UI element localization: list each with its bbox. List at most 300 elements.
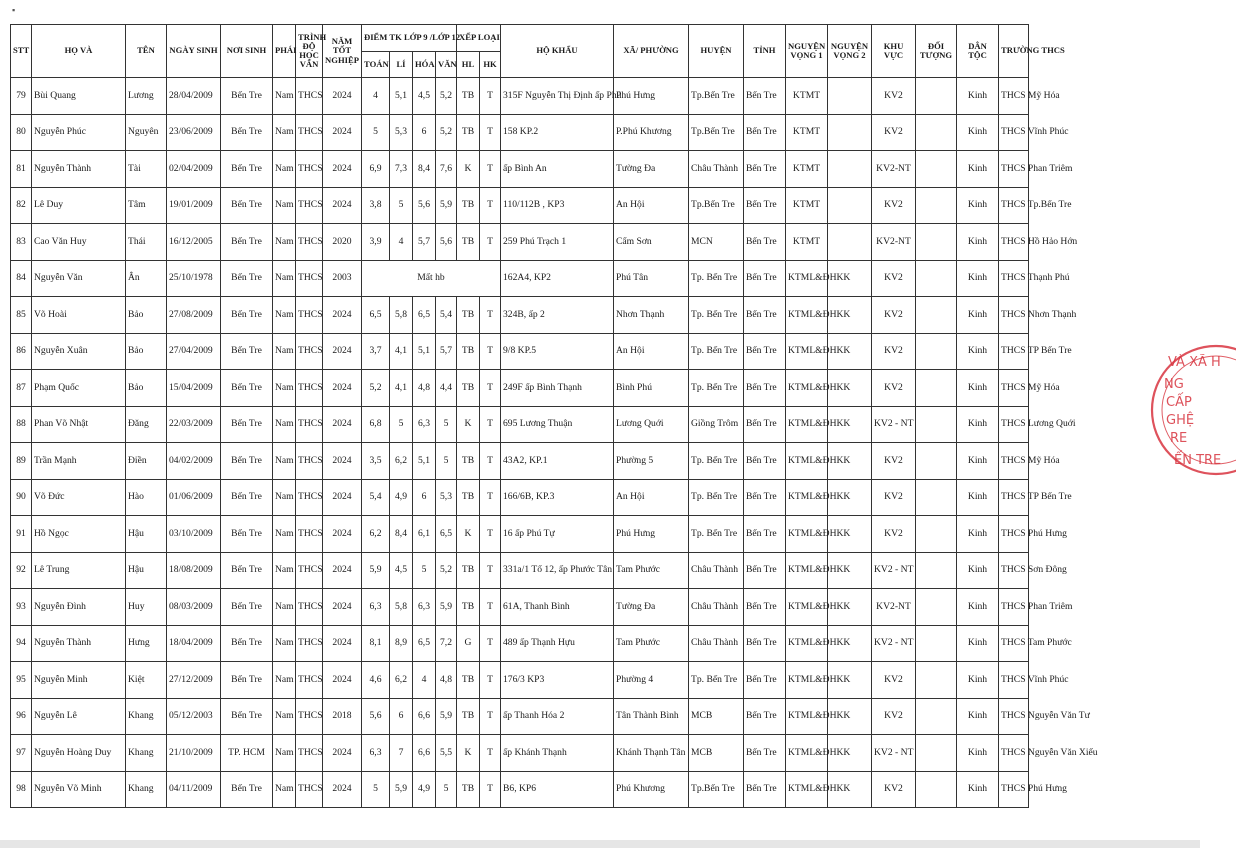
cell-noi-sinh: Bến Tre — [221, 78, 273, 115]
cell-nam: 2020 — [323, 224, 362, 261]
cell-khu-vuc: KV2 — [872, 78, 916, 115]
cell-hl: TB — [457, 297, 480, 334]
cell-truong: THCS Mỹ Hóa — [999, 78, 1029, 115]
stamp-text-line: NG — [1164, 377, 1184, 392]
cell-nv1: KTMT — [786, 151, 828, 188]
cell-truong: THCS Nguyễn Văn Xiếu — [999, 735, 1029, 772]
table-row — [11, 78, 1132, 115]
cell-ho: Võ Đức — [32, 479, 126, 516]
cell-xa-phuong: Khánh Thạnh Tân — [614, 735, 689, 772]
cell-noi-sinh: Bến Tre — [221, 224, 273, 261]
cell-van: 6,5 — [436, 516, 457, 553]
cell-ho: Phan Võ Nhật — [32, 406, 126, 443]
cell-noi-sinh: Bến Tre — [221, 552, 273, 589]
cell-doi-tuong — [916, 114, 957, 151]
cell-van: 7,6 — [436, 151, 457, 188]
cell-toan: 5 — [362, 771, 390, 808]
cell-doi-tuong — [916, 297, 957, 334]
cell-ho: Hồ Ngọc — [32, 516, 126, 553]
cell-hk: T — [480, 662, 501, 699]
cell-huyen: Tp. Bến Tre — [689, 662, 744, 699]
cell-noi-sinh: Bến Tre — [221, 406, 273, 443]
cell-nv2 — [828, 114, 872, 151]
cell-noi-sinh: Bến Tre — [221, 114, 273, 151]
stamp-text-line: CẤP — [1166, 395, 1192, 410]
cell-ho-khau: 315F Nguyễn Thị Định ấp Phú — [501, 78, 614, 115]
cell-khu-vuc: KV2 - NT — [872, 735, 916, 772]
cell-xa-phuong: Tường Đa — [614, 589, 689, 626]
cell-noi-sinh: Bến Tre — [221, 260, 273, 297]
cell-truong: THCS Mỹ Hóa — [999, 443, 1029, 480]
cell-dan-toc: Kinh — [957, 187, 999, 224]
cell-nam: 2024 — [323, 735, 362, 772]
col-stt: STT — [11, 25, 32, 78]
cell-li: 5 — [390, 187, 413, 224]
cell-tinh: Bến Tre — [744, 589, 786, 626]
cell-truong: THCS Hồ Hảo Hớn — [999, 224, 1029, 261]
cell-nam: 2024 — [323, 78, 362, 115]
col-group-diem-tk: ĐIỂM TK LỚP 9 /LỚP 12 — [362, 25, 457, 52]
cell-truong: THCS Vĩnh Phúc — [999, 114, 1029, 151]
cell-tinh: Bến Tre — [744, 735, 786, 772]
col-nguyen-vong-2: NGUYỆN VỌNG 2 — [828, 25, 872, 78]
cell-huyen: Tp.Bến Tre — [689, 771, 744, 808]
cell-hl: K — [457, 516, 480, 553]
table-row — [11, 260, 1132, 297]
cell-tinh: Bến Tre — [744, 443, 786, 480]
table-row — [11, 370, 1132, 407]
cell-dan-toc: Kinh — [957, 589, 999, 626]
cell-khu-vuc: KV2-NT — [872, 224, 916, 261]
cell-dan-toc: Kinh — [957, 479, 999, 516]
col-tinh: TỈNH — [744, 25, 786, 78]
cell-li: 8,4 — [390, 516, 413, 553]
col-group-xep-loai: XẾP LOẠI — [457, 25, 501, 52]
cell-nam: 2024 — [323, 297, 362, 334]
cell-trinh-do: THCS — [296, 625, 323, 662]
cell-hk: T — [480, 297, 501, 334]
cell-trinh-do: THCS — [296, 78, 323, 115]
cell-ten: Tài — [126, 151, 167, 188]
cell-noi-sinh: Bến Tre — [221, 370, 273, 407]
cell-noi-sinh: Bến Tre — [221, 625, 273, 662]
cell-stt: 98 — [11, 771, 32, 808]
cell-trinh-do: THCS — [296, 260, 323, 297]
cell-ten: Nguyên — [126, 114, 167, 151]
cell-stt: 92 — [11, 552, 32, 589]
cell-ho: Nguyễn Xuân — [32, 333, 126, 370]
table-row — [11, 297, 1132, 334]
cell-nam: 2024 — [323, 625, 362, 662]
cell-nv1: KTML&ĐHKK — [786, 552, 828, 589]
cell-nv1: KTMT — [786, 187, 828, 224]
cell-stt: 94 — [11, 625, 32, 662]
cell-khu-vuc: KV2 — [872, 114, 916, 151]
cell-doi-tuong — [916, 516, 957, 553]
cell-toan: 6,9 — [362, 151, 390, 188]
cell-ho-khau: 9/8 KP.5 — [501, 333, 614, 370]
cell-toan: 4,6 — [362, 662, 390, 699]
col-ho-khau: HỘ KHẨU — [501, 25, 614, 78]
col-noi-sinh: NƠI SINH — [221, 25, 273, 78]
cell-xa-phuong: P.Phú Khương — [614, 114, 689, 151]
cell-hk: T — [480, 370, 501, 407]
cell-toan: 5,6 — [362, 698, 390, 735]
cell-doi-tuong — [916, 479, 957, 516]
cell-tinh: Bến Tre — [744, 187, 786, 224]
cell-khu-vuc: KV2 — [872, 771, 916, 808]
cell-khu-vuc: KV2 — [872, 260, 916, 297]
cell-ho: Trần Mạnh — [32, 443, 126, 480]
table-row — [11, 735, 1132, 772]
cell-van: 5,3 — [436, 479, 457, 516]
cell-hl: TB — [457, 479, 480, 516]
cell-toan: 5,2 — [362, 370, 390, 407]
cell-hl: TB — [457, 333, 480, 370]
cell-truong: THCS Phan Triêm — [999, 589, 1029, 626]
cell-dan-toc: Kinh — [957, 771, 999, 808]
cell-nam: 2024 — [323, 479, 362, 516]
cell-ten: Thái — [126, 224, 167, 261]
cell-stt: 81 — [11, 151, 32, 188]
table-row — [11, 552, 1132, 589]
table-row — [11, 625, 1132, 662]
cell-khu-vuc: KV2 — [872, 698, 916, 735]
cell-nv1: KTML&ĐHKK — [786, 479, 828, 516]
cell-hl: K — [457, 151, 480, 188]
cell-hk: T — [480, 735, 501, 772]
cell-nam: 2024 — [323, 589, 362, 626]
cell-ten: Khang — [126, 698, 167, 735]
cell-huyen: Tp. Bến Tre — [689, 479, 744, 516]
cell-stt: 84 — [11, 260, 32, 297]
cell-trinh-do: THCS — [296, 662, 323, 699]
cell-hl: TB — [457, 771, 480, 808]
cell-noi-sinh: Bến Tre — [221, 297, 273, 334]
table-row — [11, 443, 1132, 480]
cell-toan: 5,9 — [362, 552, 390, 589]
cell-toan: 6,8 — [362, 406, 390, 443]
cell-khu-vuc: KV2 — [872, 187, 916, 224]
cell-stt: 91 — [11, 516, 32, 553]
cell-ten: Bảo — [126, 370, 167, 407]
cell-huyen: Giồng Trôm — [689, 406, 744, 443]
cell-xa-phuong: Phú Hưng — [614, 78, 689, 115]
cell-khu-vuc: KV2-NT — [872, 151, 916, 188]
cell-doi-tuong — [916, 625, 957, 662]
cell-nam: 2003 — [323, 260, 362, 297]
stamp-text-line: ẾN TRE — [1174, 453, 1222, 468]
cell-ho: Nguyễn Thành — [32, 151, 126, 188]
cell-phai: Nam — [273, 260, 296, 297]
cell-li: 7,3 — [390, 151, 413, 188]
cell-van: 4,4 — [436, 370, 457, 407]
cell-noi-sinh: Bến Tre — [221, 479, 273, 516]
cell-hl: TB — [457, 662, 480, 699]
cell-li: 4,9 — [390, 479, 413, 516]
cell-huyen: Tp. Bến Tre — [689, 443, 744, 480]
cell-hl: TB — [457, 224, 480, 261]
cell-phai: Nam — [273, 589, 296, 626]
cell-hl: TB — [457, 552, 480, 589]
cell-stt: 96 — [11, 698, 32, 735]
cell-khu-vuc: KV2 — [872, 443, 916, 480]
cell-ngay-sinh: 27/08/2009 — [167, 297, 221, 334]
cell-hk: T — [480, 589, 501, 626]
cell-xa-phuong: Tường Đa — [614, 151, 689, 188]
cell-ten: Điền — [126, 443, 167, 480]
cell-truong: THCS Mỹ Hóa — [999, 370, 1029, 407]
cell-stt: 97 — [11, 735, 32, 772]
cell-dan-toc: Kinh — [957, 625, 999, 662]
corner-mark: ▪ — [12, 5, 16, 15]
col-toan: TOÁN — [362, 52, 390, 78]
stamp-text-line: GHỆ — [1166, 413, 1195, 428]
cell-phai: Nam — [273, 333, 296, 370]
cell-hl: G — [457, 625, 480, 662]
cell-stt: 88 — [11, 406, 32, 443]
cell-xa-phuong: Cẩm Sơn — [614, 224, 689, 261]
cell-ho-khau: 249F ấp Bình Thạnh — [501, 370, 614, 407]
cell-phai: Nam — [273, 662, 296, 699]
cell-hk: T — [480, 114, 501, 151]
cell-hoa: 6 — [413, 479, 436, 516]
table-row — [11, 333, 1132, 370]
cell-li: 5,9 — [390, 771, 413, 808]
cell-dan-toc: Kinh — [957, 662, 999, 699]
cell-xa-phuong: Phường 4 — [614, 662, 689, 699]
cell-nam: 2024 — [323, 333, 362, 370]
cell-nam: 2024 — [323, 771, 362, 808]
cell-truong: THCS Nhơn Thạnh — [999, 297, 1029, 334]
cell-nv1: KTMT — [786, 224, 828, 261]
col-hl: HL — [457, 52, 480, 78]
cell-tinh: Bến Tre — [744, 151, 786, 188]
cell-huyen: Tp. Bến Tre — [689, 516, 744, 553]
cell-dan-toc: Kinh — [957, 406, 999, 443]
table-body — [11, 78, 1132, 808]
cell-ten: Khang — [126, 735, 167, 772]
cell-hoa: 5,1 — [413, 443, 436, 480]
cell-noi-sinh: Bến Tre — [221, 771, 273, 808]
cell-doi-tuong — [916, 224, 957, 261]
cell-xa-phuong: Phú Hưng — [614, 516, 689, 553]
cell-dan-toc: Kinh — [957, 370, 999, 407]
cell-doi-tuong — [916, 333, 957, 370]
cell-khu-vuc: KV2 — [872, 333, 916, 370]
cell-li: 6 — [390, 698, 413, 735]
cell-truong: THCS TP Bến Tre — [999, 479, 1029, 516]
cell-dan-toc: Kinh — [957, 735, 999, 772]
cell-trinh-do: THCS — [296, 735, 323, 772]
cell-stt: 83 — [11, 224, 32, 261]
cell-truong: THCS Phan Triêm — [999, 151, 1029, 188]
cell-tinh: Bến Tre — [744, 260, 786, 297]
cell-huyen: Tp. Bến Tre — [689, 333, 744, 370]
cell-van: 5,9 — [436, 187, 457, 224]
cell-trinh-do: THCS — [296, 114, 323, 151]
cell-nv1: KTML&ĐHKK — [786, 735, 828, 772]
col-ten: TÊN — [126, 25, 167, 78]
cell-ngay-sinh: 03/10/2009 — [167, 516, 221, 553]
cell-huyen: Châu Thành — [689, 151, 744, 188]
col-ho-va: HỌ VÀ — [32, 25, 126, 78]
cell-toan: 5 — [362, 114, 390, 151]
cell-phai: Nam — [273, 370, 296, 407]
cell-xa-phuong: Tam Phước — [614, 625, 689, 662]
cell-ten: Tâm — [126, 187, 167, 224]
cell-xa-phuong: Bình Phú — [614, 370, 689, 407]
cell-doi-tuong — [916, 78, 957, 115]
cell-van: 5,2 — [436, 114, 457, 151]
cell-nam: 2024 — [323, 443, 362, 480]
cell-nam: 2024 — [323, 406, 362, 443]
cell-nam: 2018 — [323, 698, 362, 735]
cell-hk: T — [480, 552, 501, 589]
cell-li: 5 — [390, 406, 413, 443]
table-row — [11, 479, 1132, 516]
cell-ten: Đăng — [126, 406, 167, 443]
cell-trinh-do: THCS — [296, 479, 323, 516]
cell-hl: TB — [457, 698, 480, 735]
cell-tinh: Bến Tre — [744, 406, 786, 443]
cell-khu-vuc: KV2 - NT — [872, 625, 916, 662]
col-huyen: HUYỆN — [689, 25, 744, 78]
cell-tinh: Bến Tre — [744, 224, 786, 261]
cell-doi-tuong — [916, 443, 957, 480]
cell-phai: Nam — [273, 552, 296, 589]
cell-hk: T — [480, 224, 501, 261]
cell-ho: Nguyễn Hoàng Duy — [32, 735, 126, 772]
cell-ten: Hậu — [126, 552, 167, 589]
cell-xa-phuong: Tân Thành Bình — [614, 698, 689, 735]
cell-hoa: 6,5 — [413, 297, 436, 334]
cell-li: 5,8 — [390, 589, 413, 626]
student-roster-table — [10, 24, 1132, 808]
col-hk: HK — [480, 52, 501, 78]
cell-toan: 3,9 — [362, 224, 390, 261]
cell-phai: Nam — [273, 297, 296, 334]
cell-nv1: KTML&ĐHKK — [786, 297, 828, 334]
cell-hl: TB — [457, 443, 480, 480]
cell-phai: Nam — [273, 443, 296, 480]
cell-trinh-do: THCS — [296, 771, 323, 808]
cell-doi-tuong — [916, 260, 957, 297]
cell-hk: T — [480, 516, 501, 553]
cell-li: 7 — [390, 735, 413, 772]
cell-ho-khau: 61A, Thanh Bình — [501, 589, 614, 626]
red-seal-stamp — [1146, 340, 1236, 480]
cell-dan-toc: Kinh — [957, 333, 999, 370]
cell-ho-khau: B6, KP6 — [501, 771, 614, 808]
scan-edge — [0, 840, 1200, 848]
table-row — [11, 589, 1132, 626]
cell-huyen: MCB — [689, 735, 744, 772]
cell-trinh-do: THCS — [296, 698, 323, 735]
cell-noi-sinh: TP. HCM — [221, 735, 273, 772]
cell-khu-vuc: KV2-NT — [872, 589, 916, 626]
table-row — [11, 662, 1132, 699]
cell-dan-toc: Kinh — [957, 78, 999, 115]
cell-hoa: 4,8 — [413, 370, 436, 407]
cell-toan: 4 — [362, 78, 390, 115]
cell-tinh: Bến Tre — [744, 516, 786, 553]
cell-hoa: 6 — [413, 114, 436, 151]
cell-stt: 79 — [11, 78, 32, 115]
cell-ho: Nguyễn Đình — [32, 589, 126, 626]
cell-tinh: Bến Tre — [744, 662, 786, 699]
cell-ten: Khang — [126, 771, 167, 808]
cell-tinh: Bến Tre — [744, 625, 786, 662]
cell-nv1: KTML&ĐHKK — [786, 662, 828, 699]
cell-truong: THCS Tp.Bến Tre — [999, 187, 1029, 224]
cell-nam: 2024 — [323, 552, 362, 589]
cell-khu-vuc: KV2 - NT — [872, 406, 916, 443]
cell-nv1: KTML&ĐHKK — [786, 370, 828, 407]
cell-hk: T — [480, 333, 501, 370]
cell-noi-sinh: Bến Tre — [221, 151, 273, 188]
cell-li: 6,2 — [390, 662, 413, 699]
cell-khu-vuc: KV2 — [872, 662, 916, 699]
cell-noi-sinh: Bến Tre — [221, 187, 273, 224]
cell-khu-vuc: KV2 — [872, 370, 916, 407]
cell-hk: T — [480, 443, 501, 480]
cell-nv2 — [828, 187, 872, 224]
cell-khu-vuc: KV2 - NT — [872, 552, 916, 589]
cell-ho: Nguyễn Lê — [32, 698, 126, 735]
cell-ngay-sinh: 21/10/2009 — [167, 735, 221, 772]
cell-nv1: KTMT — [786, 78, 828, 115]
cell-huyen: Tp.Bến Tre — [689, 187, 744, 224]
cell-khu-vuc: KV2 — [872, 479, 916, 516]
cell-trinh-do: THCS — [296, 297, 323, 334]
cell-ten: Bảo — [126, 297, 167, 334]
cell-doi-tuong — [916, 771, 957, 808]
cell-phai: Nam — [273, 516, 296, 553]
cell-noi-sinh: Bến Tre — [221, 662, 273, 699]
cell-ho: Nguyễn Thành — [32, 625, 126, 662]
cell-hoa: 6,3 — [413, 589, 436, 626]
cell-phai: Nam — [273, 78, 296, 115]
cell-van: 5 — [436, 406, 457, 443]
table-row — [11, 151, 1132, 188]
cell-van: 5,4 — [436, 297, 457, 334]
col-hoa: HÓA — [413, 52, 436, 78]
cell-ho-khau: 158 KP.2 — [501, 114, 614, 151]
cell-trinh-do: THCS — [296, 370, 323, 407]
cell-truong: THCS Phú Hưng — [999, 771, 1029, 808]
cell-hl: TB — [457, 187, 480, 224]
cell-li: 4,1 — [390, 370, 413, 407]
cell-hl: TB — [457, 370, 480, 407]
cell-ho: Bùi Quang — [32, 78, 126, 115]
cell-stt: 85 — [11, 297, 32, 334]
cell-van: 5 — [436, 771, 457, 808]
col-trinh-do: TRÌNH ĐỘ HỌC VẤN — [296, 25, 323, 78]
cell-hk: T — [480, 698, 501, 735]
cell-ho-khau: 110/112B , KP3 — [501, 187, 614, 224]
cell-toan: 3,7 — [362, 333, 390, 370]
cell-ten: Hào — [126, 479, 167, 516]
cell-truong: THCS Nguyễn Văn Tư — [999, 698, 1029, 735]
cell-trinh-do: THCS — [296, 406, 323, 443]
cell-phai: Nam — [273, 479, 296, 516]
cell-hoa: 4,5 — [413, 78, 436, 115]
cell-ho: Phạm Quốc — [32, 370, 126, 407]
cell-ho-khau: 166/6B, KP.3 — [501, 479, 614, 516]
cell-hoa: 5,6 — [413, 187, 436, 224]
table-header — [11, 25, 1132, 78]
